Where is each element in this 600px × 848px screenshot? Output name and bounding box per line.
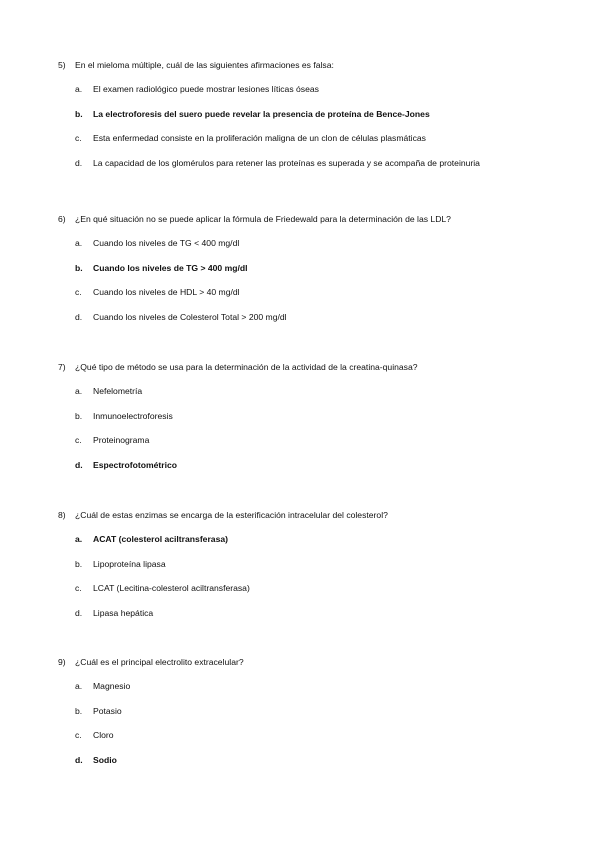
option-d xyxy=(75,753,548,768)
option-text: LCAT (Lecitina-colesterol aciltransferasa) xyxy=(93,583,250,593)
option-letter: b. xyxy=(75,705,83,716)
option-text: El examen radiológico puede mostrar lesiones líticas óseas xyxy=(93,84,319,94)
option-text: Potasio xyxy=(93,705,122,716)
option-c xyxy=(75,131,548,146)
option-d xyxy=(75,310,548,325)
option-text: La electroforesis del suero puede revelar la presencia de proteína de Bence-Jones xyxy=(93,108,430,119)
option-letter: d. xyxy=(75,607,83,618)
option-letter: a. xyxy=(75,84,83,94)
question-number: 9) xyxy=(58,657,66,667)
option-letter: c. xyxy=(75,435,82,445)
option-a xyxy=(75,236,548,251)
question-stem xyxy=(58,58,548,72)
question-text: ¿En qué situación no se puede aplicar la fórmula de Friedewald para la determinación de las LDL? xyxy=(75,214,451,224)
question-7 xyxy=(58,360,548,472)
question-text: ¿Cuál es el principal electrolito extracelular? xyxy=(75,657,244,667)
option-letter: c. xyxy=(75,583,82,593)
question-8 xyxy=(58,508,548,620)
option-letter: d. xyxy=(75,754,83,765)
question-stem xyxy=(58,508,548,522)
option-d xyxy=(75,606,548,621)
option-letter: b. xyxy=(75,108,83,119)
option-text: Proteinograma xyxy=(93,435,150,445)
option-text: Esta enfermedad consiste en la proliferación maligna de un clon de células plasmáticas xyxy=(93,133,426,143)
option-letter: c. xyxy=(75,133,82,143)
question-number: 6) xyxy=(58,214,66,224)
option-text: Inmunoelectroforesis xyxy=(93,410,173,421)
option-letter: d. xyxy=(75,459,83,470)
question-stem xyxy=(58,212,548,226)
option-text: Lipasa hepática xyxy=(93,607,154,618)
option-b xyxy=(75,409,548,424)
option-letter: b. xyxy=(75,558,83,569)
question-number: 5) xyxy=(58,60,66,70)
question-stem xyxy=(58,655,548,669)
option-text: Cuando los niveles de TG < 400 mg/dl xyxy=(93,238,240,248)
option-letter: d. xyxy=(75,157,83,168)
option-d xyxy=(75,458,548,473)
option-text: La capacidad de los glomérulos para retener las proteínas es superada y se acompaña de proteinuria xyxy=(93,157,480,168)
option-text: ACAT (colesterol aciltransferasa) xyxy=(93,534,228,544)
option-text: Magnesio xyxy=(93,681,131,691)
question-9 xyxy=(58,655,548,767)
question-text: En el mieloma múltiple, cuál de las siguientes afirmaciones es falsa: xyxy=(75,60,334,70)
option-d xyxy=(75,156,548,171)
question-5 xyxy=(58,58,548,170)
option-b xyxy=(75,557,548,572)
option-letter: a. xyxy=(75,534,83,544)
option-text: Sodio xyxy=(93,754,117,765)
option-b xyxy=(75,704,548,719)
option-b xyxy=(75,107,548,122)
question-number: 8) xyxy=(58,510,66,520)
option-letter: d. xyxy=(75,311,83,322)
question-number: 7) xyxy=(58,362,66,372)
question-text: ¿Qué tipo de método se usa para la determinación de la actividad de la creatina-quinasa? xyxy=(75,362,418,372)
option-text: Cuando los niveles de Colesterol Total > 200 mg/dl xyxy=(93,311,287,322)
option-letter: b. xyxy=(75,262,83,273)
option-letter: a. xyxy=(75,681,83,691)
option-letter: c. xyxy=(75,287,82,297)
option-b xyxy=(75,261,548,276)
option-text: Espectrofotométrico xyxy=(93,459,178,470)
option-a xyxy=(75,384,548,399)
option-c xyxy=(75,285,548,300)
option-text: Cuando los niveles de TG > 400 mg/dl xyxy=(93,262,248,273)
option-c xyxy=(75,581,548,596)
option-text: Cloro xyxy=(93,730,114,740)
option-c xyxy=(75,433,548,448)
question-6 xyxy=(58,212,548,324)
option-c xyxy=(75,728,548,743)
option-a xyxy=(75,532,548,547)
option-text: Lipoproteína lipasa xyxy=(93,558,166,569)
option-a xyxy=(75,82,548,97)
option-a xyxy=(75,679,548,694)
option-text: Cuando los niveles de HDL > 40 mg/dl xyxy=(93,287,240,297)
option-letter: b. xyxy=(75,410,83,421)
option-letter: a. xyxy=(75,386,83,396)
question-text: ¿Cuál de estas enzimas se encarga de la esterificación intracelular del colesterol? xyxy=(75,510,388,520)
question-stem xyxy=(58,360,548,374)
option-text: Nefelometría xyxy=(93,386,143,396)
option-letter: a. xyxy=(75,238,83,248)
option-letter: c. xyxy=(75,730,82,740)
